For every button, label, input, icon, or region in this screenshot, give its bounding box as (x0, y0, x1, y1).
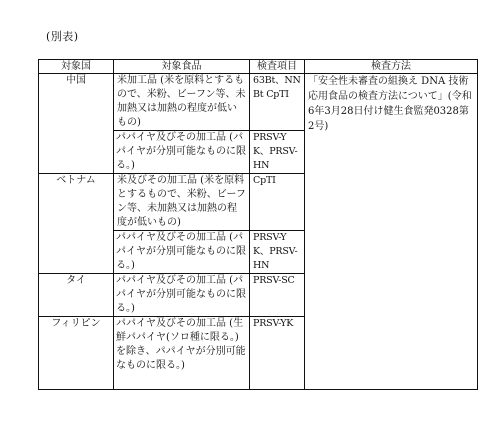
header-row (39, 60, 478, 74)
country-cell: 中国 (39, 74, 114, 174)
header-method: 検査方法 (305, 60, 478, 74)
items-cell: PRSV-SC (250, 274, 305, 317)
items-cell: PRSV-YK (250, 317, 305, 390)
header-country: 対象国 (39, 60, 114, 74)
country-cell: タイ (39, 274, 114, 317)
items-cell: PRSV-YK、PRSV-HN (250, 231, 305, 274)
food-cell: 米加工品 (米を原料とするもので、米粉、ビーフン等、未加熱又は加熱の程度が低いもの) (114, 74, 250, 131)
table-row (39, 74, 478, 131)
items-cell: CpTI (250, 174, 305, 231)
header-food: 対象食品 (114, 60, 250, 74)
method-cell: 「安全性未審査の組換え DNA 技術応用食品の検査方法について」(令和6年3月28日付け健生食監発0328第2号) (305, 74, 478, 390)
country-cell: フィリピン (39, 317, 114, 390)
country-cell: ベトナム (39, 174, 114, 274)
food-cell: パパイヤ及びその加工品 (パパイヤが分別可能なものに限る。) (114, 274, 250, 317)
food-cell: パパイヤ及びその加工品 (パパイヤが分別可能なものに限る。) (114, 231, 250, 274)
items-cell: 63Bt、NNBt CpTI (250, 74, 305, 131)
food-cell: 米及びその加工品 (米を原料とするもので、米粉、ビーフン等、未加熱又は加熱の程度が低いもの) (114, 174, 250, 231)
food-cell: パパイヤ及びその加工品 (パパイヤが分別可能なものに限る。) (114, 131, 250, 174)
food-cell: パパイヤ及びその加工品 (生鮮パパイヤ(ソロ種に限る。)を除き、パパイヤが分別可能なものに限る。) (114, 317, 250, 390)
table-caption: (別表) (46, 30, 79, 43)
inspection-table (38, 59, 478, 390)
header-items: 検査項目 (250, 60, 305, 74)
items-cell: PRSV-YK、PRSV-HN (250, 131, 305, 174)
